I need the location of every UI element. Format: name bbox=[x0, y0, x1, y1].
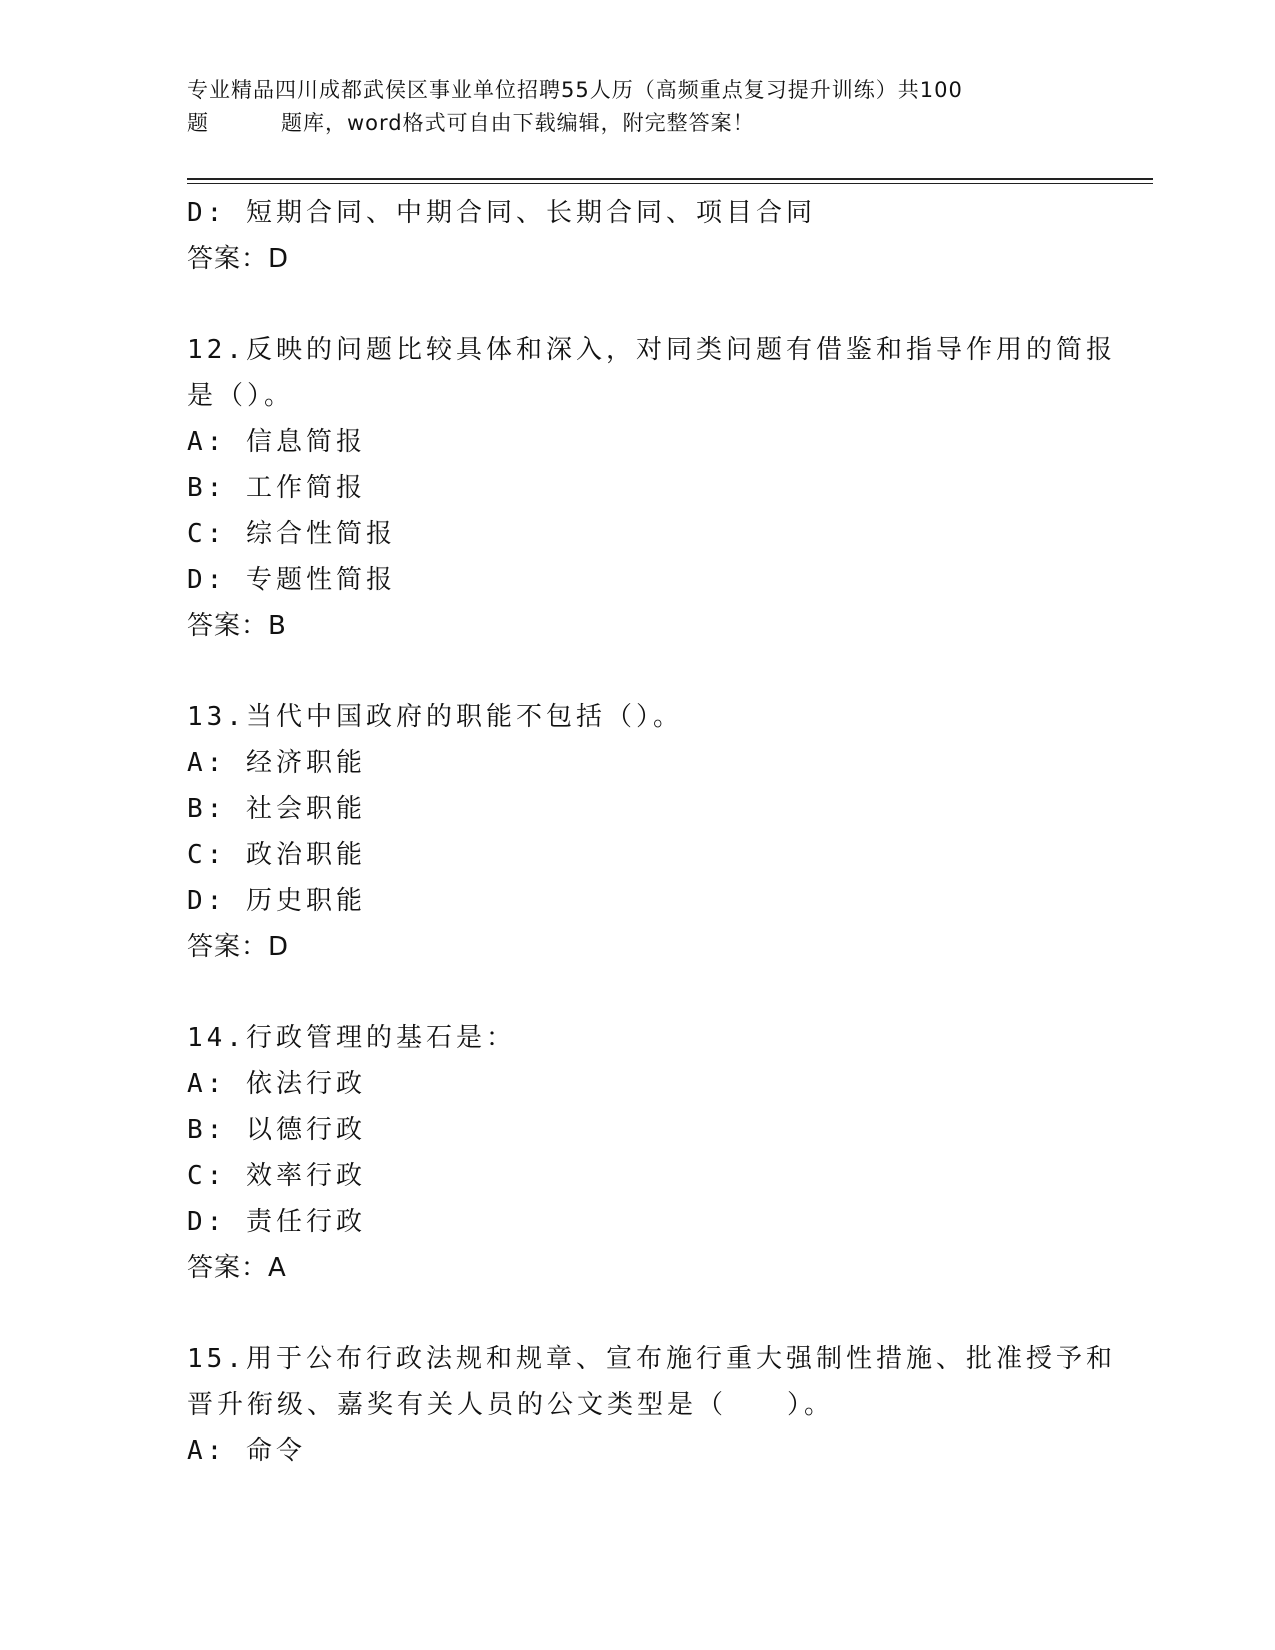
header-title-line2 bbox=[187, 107, 1067, 140]
option-c: C: 政治职能 bbox=[187, 840, 366, 870]
answer-line: 答案：D bbox=[187, 932, 290, 962]
option-a: A: 依法行政 bbox=[187, 1069, 366, 1099]
header-title-line2-rest: 题库，word格式可自由下载编辑，附完整答案！ bbox=[281, 111, 755, 135]
option-d: D: 短期合同、中期合同、长期合同、项目合同 bbox=[187, 198, 816, 228]
option-b: B: 以德行政 bbox=[187, 1115, 366, 1145]
header-divider-thick bbox=[187, 178, 1153, 180]
header-title-line2-start: 题 bbox=[187, 111, 209, 135]
question-text-cont: 是（）。 bbox=[187, 381, 295, 411]
option-c: C: 综合性简报 bbox=[187, 519, 396, 549]
question-text: 14.行政管理的基石是： bbox=[187, 1023, 516, 1053]
option-c: C: 效率行政 bbox=[187, 1161, 366, 1191]
question-15 bbox=[187, 1336, 1116, 1474]
option-d: D: 历史职能 bbox=[187, 886, 366, 916]
option-a: A: 经济职能 bbox=[187, 748, 366, 778]
answer-line: 答案：B bbox=[187, 611, 287, 641]
question-text: 13.当代中国政府的职能不包括（）。 bbox=[187, 702, 683, 732]
question-12 bbox=[187, 327, 1116, 649]
question-14 bbox=[187, 1015, 1087, 1291]
question-list bbox=[187, 190, 1116, 1474]
option-d: D: 责任行政 bbox=[187, 1207, 366, 1237]
option-d: D: 专题性简报 bbox=[187, 565, 396, 595]
question-text-cont: 晋升衔级、嘉奖有关人员的公文类型是（ ）。 bbox=[187, 1390, 835, 1420]
answer-line: 答案：A bbox=[187, 1253, 287, 1283]
question-13 bbox=[187, 694, 1087, 970]
option-b: B: 工作简报 bbox=[187, 473, 366, 503]
header-title-line1: 专业精品四川成都武侯区事业单位招聘55人历（高频重点复习提升训练）共100 bbox=[187, 78, 963, 102]
option-a: A: 命令 bbox=[187, 1436, 306, 1466]
option-a: A: 信息简报 bbox=[187, 427, 366, 457]
question-text: 12.反映的问题比较具体和深入，对同类问题有借鉴和指导作用的简报 bbox=[187, 335, 1116, 365]
header-divider-thin bbox=[187, 183, 1153, 184]
answer-line: 答案：D bbox=[187, 244, 290, 274]
page-header bbox=[187, 74, 1067, 140]
option-b: B: 社会职能 bbox=[187, 794, 366, 824]
question-text: 15.用于公布行政法规和规章、宣布施行重大强制性措施、批准授予和 bbox=[187, 1344, 1116, 1374]
